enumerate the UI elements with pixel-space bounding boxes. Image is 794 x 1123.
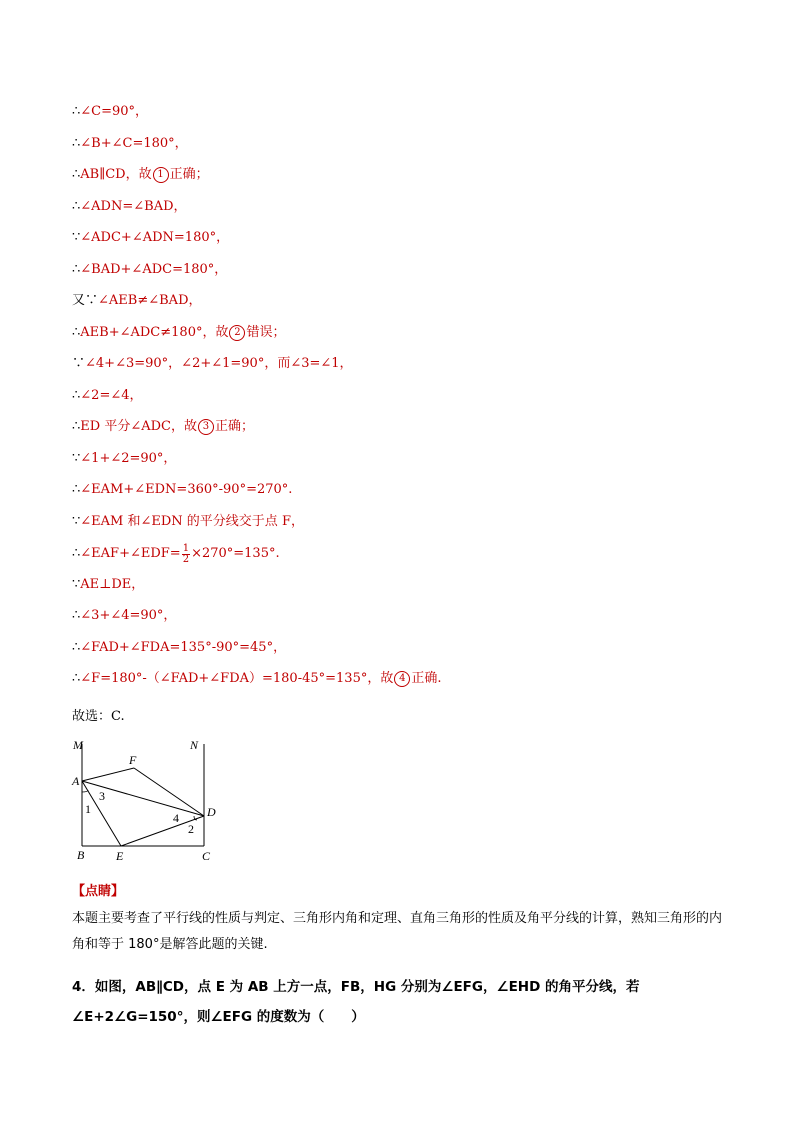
- step-symbol: ∴: [72, 104, 81, 119]
- solution-step: [72, 166, 209, 184]
- circled-number: 3: [198, 419, 214, 435]
- step-symbol: ∵: [72, 513, 81, 529]
- step-symbol: ∴: [72, 387, 81, 403]
- step-text: ∠BAD+∠ADC=180°，: [80, 261, 228, 277]
- label-m: M: [73, 738, 83, 752]
- answer-line: 故选：C.: [72, 709, 125, 724]
- solution-step: [72, 387, 143, 405]
- angle-label-4: 4: [173, 811, 179, 825]
- fraction-denominator: 2: [182, 554, 190, 565]
- step-symbol: ∴: [72, 324, 81, 340]
- step-text-after: 错误；: [246, 324, 286, 340]
- circled-number: 1: [153, 167, 169, 183]
- solution-step: [72, 261, 227, 279]
- label-c: C: [202, 849, 211, 863]
- step-text: ∠EAF+∠EDF=: [80, 546, 181, 561]
- solution-step: [72, 544, 280, 565]
- solution-step: [72, 450, 176, 468]
- step-text: ∠2=∠4，: [80, 387, 143, 403]
- step-text: ∠EAM 和∠EDN 的平分线交于点 F，: [80, 513, 304, 529]
- step-text: AE⊥DE，: [80, 576, 145, 592]
- label-a: A: [72, 774, 80, 788]
- step-symbol: 又∵: [72, 293, 99, 308]
- step-symbol: ∴: [72, 639, 81, 655]
- solution-step: [72, 229, 229, 247]
- circled-number: 2: [229, 325, 245, 341]
- solution-step: [72, 513, 304, 531]
- circled-number: 4: [394, 671, 410, 687]
- line-af: [82, 768, 134, 781]
- solution-step: [72, 324, 285, 342]
- step-symbol: ∴: [72, 482, 81, 497]
- label-f: F: [129, 753, 137, 767]
- step-text-after: ×270°=135°.: [191, 546, 280, 561]
- solution-step: [72, 103, 148, 121]
- fraction-numerator: 1: [182, 543, 190, 554]
- step-text: ∠ADC+∠ADN=180°，: [80, 230, 230, 245]
- step-text: AB∥CD，故: [80, 167, 152, 182]
- step-symbol: ∴: [72, 198, 81, 214]
- step-text-after: 正确；: [169, 167, 209, 182]
- step-text: ∠AEB≠∠BAD，: [98, 293, 202, 308]
- solution-step: [72, 292, 202, 310]
- solution-step: [72, 135, 188, 153]
- label-n: N: [190, 738, 199, 752]
- solution-step: [72, 670, 442, 688]
- label-b: B: [77, 848, 85, 862]
- step-symbol: ∴: [72, 261, 81, 277]
- label-d: D: [207, 805, 216, 819]
- line-fd: [134, 768, 204, 816]
- angle-label-2: 2: [188, 822, 194, 836]
- step-symbol: ∴: [72, 419, 81, 434]
- step-text: ∠1+∠2=90°，: [80, 450, 177, 466]
- question-4: 4．如图，AB∥CD，点 E 为 AB 上方一点，FB，HG 分别为∠EFG，∠EHD 的角平分线，若∠E+2∠G=150°，则∠EFG 的度数为（ ）: [72, 979, 640, 1025]
- step-symbol: ∵: [72, 356, 86, 371]
- step-text-after: 正确.: [411, 671, 442, 686]
- step-text: ∠4+∠3=90°，∠2+∠1=90°，而∠3=∠1，: [85, 356, 353, 371]
- step-symbol: ∵: [72, 450, 81, 466]
- step-symbol: ∵: [72, 576, 81, 592]
- solution-step: [72, 639, 286, 657]
- step-symbol: ∴: [72, 167, 81, 182]
- step-text: ∠C=90°，: [80, 104, 149, 119]
- step-text: ∠F=180°-（∠FAD+∠FDA）=180-45°=135°，故: [80, 671, 394, 686]
- geometry-figure: [66, 736, 226, 864]
- solution-step: [72, 607, 176, 625]
- step-text: ∠ADN=∠BAD，: [80, 198, 187, 214]
- angle-label-3: 3: [99, 789, 105, 803]
- step-text: AEB+∠ADC≠180°，故: [80, 324, 229, 340]
- step-text-after: 正确；: [214, 419, 254, 434]
- step-text: ED 平分∠ADC，故: [80, 419, 197, 434]
- fraction: [182, 544, 190, 565]
- step-symbol: ∴: [72, 608, 81, 623]
- step-symbol: ∴: [72, 671, 81, 686]
- step-symbol: ∴: [72, 546, 81, 561]
- step-text: ∠3+∠4=90°，: [80, 608, 177, 623]
- solution-step: [72, 198, 187, 216]
- step-text: ∠FAD+∠FDA=135°-90°=45°，: [80, 639, 287, 655]
- solution-step: [72, 355, 353, 373]
- solution-step: [72, 576, 144, 594]
- step-symbol: ∴: [72, 135, 81, 151]
- key-point-body: 本题主要考查了平行线的性质与判定、三角形内角和定理、直角三角形的性质及角平分线的计算，熟知三角形的内角和等于 180°是解答此题的关键.: [72, 911, 723, 952]
- solution-step: [72, 481, 292, 499]
- label-e: E: [116, 849, 124, 863]
- key-point-title: 【点睛】: [72, 884, 125, 899]
- step-text: ∠B+∠C=180°，: [80, 135, 188, 151]
- angle-label-1: 1: [85, 802, 91, 816]
- solution-step: [72, 418, 254, 436]
- step-symbol: ∵: [72, 230, 81, 245]
- step-text: ∠EAM+∠EDN=360°-90°=270°.: [80, 482, 293, 497]
